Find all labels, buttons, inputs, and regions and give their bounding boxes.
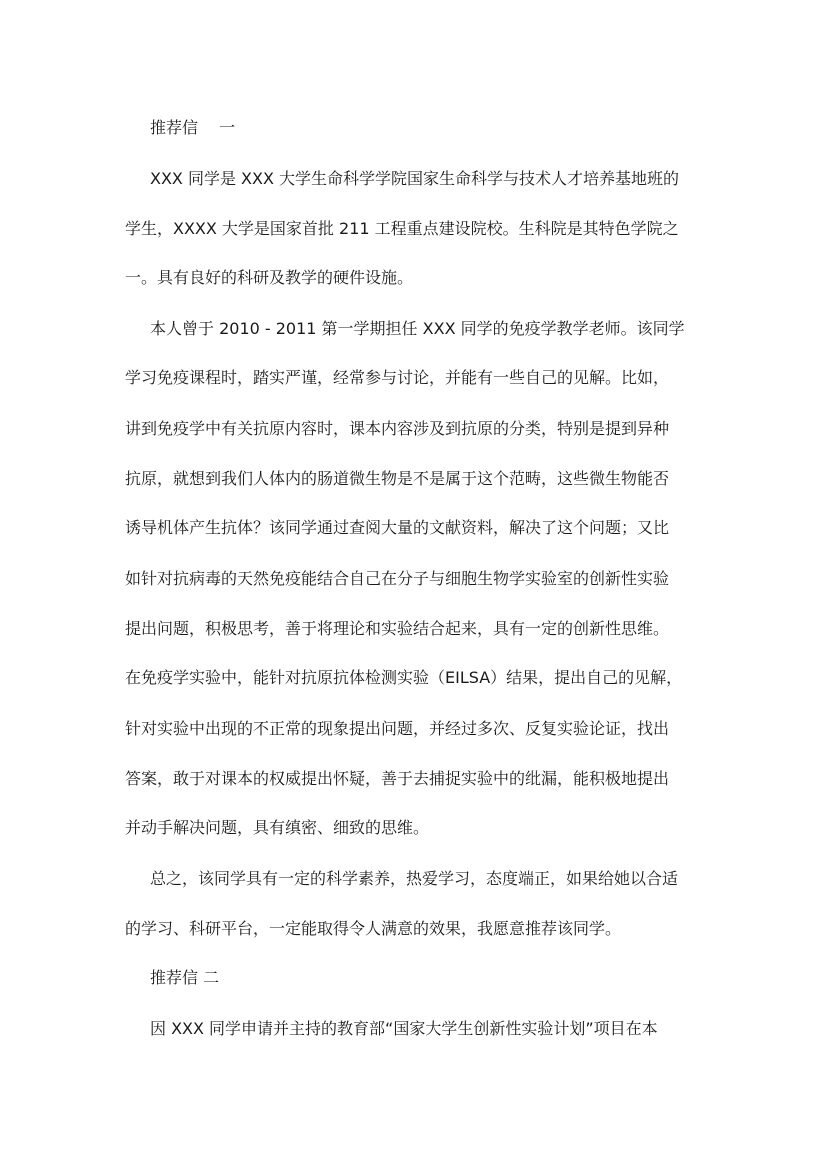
paragraph-2-line-9: 针对实验中出现的不正常的现象提出问题，并经过多次、反复实验论证，找出	[125, 719, 670, 738]
paragraph-2-line-10: 答案，敢于对课本的权威提出怀疑，善于去捕捉实验中的纰漏，能积极地提出	[125, 769, 670, 788]
paragraph-2-line-3: 讲到免疫学中有关抗原内容时，课本内容涉及到抗原的分类，特别是提到异种	[125, 419, 670, 438]
paragraph-2-line-2: 学习免疫课程时，踏实严谨，经常参与讨论，并能有一些自己的见解。比如，	[125, 368, 670, 387]
letter-heading-2: 推荐信 二	[150, 968, 220, 987]
paragraph-2-line-7: 提出问题，积极思考，善于将理论和实验结合起来，具有一定的创新性思维。	[125, 619, 670, 638]
paragraph-2-line-5: 诱导机体产生抗体？该同学通过查阅大量的文献资料，解决了这个问题；又比	[125, 518, 670, 537]
paragraph-2-line-11: 并动手解决问题，具有缜密、细致的思维。	[125, 818, 430, 837]
letter-heading-1: 推荐信 一	[150, 118, 236, 137]
paragraph-1-line-1: XXX 同学是 XXX 大学生命科学学院国家生命科学与技术人才培养基地班的	[150, 169, 680, 188]
paragraph-3-line-2: 的学习、科研平台，一定能取得令人满意的效果，我愿意推荐该同学。	[125, 919, 622, 938]
paragraph-4-line-1: 因 XXX 同学申请并主持的教育部“国家大学生创新性实验计划”项目在本	[150, 1019, 658, 1038]
paragraph-1-line-2: 学生，XXXX 大学是国家首批 211 工程重点建设院校。生科院是其特色学院之	[125, 219, 679, 238]
paragraph-2-line-1: 本人曾于 2010 - 2011 第一学期担任 XXX 同学的免疫学教学老师。该同学	[150, 319, 685, 338]
paragraph-1-line-3: 一。具有良好的科研及教学的硬件设施。	[125, 268, 414, 287]
paragraph-2-line-4: 抗原，就想到我们人体内的肠道微生物是不是属于这个范畴，这些微生物能否	[125, 469, 670, 488]
paragraph-2-line-6: 如针对抗病毒的天然免疫能结合自己在分子与细胞生物学实验室的创新性实验	[125, 569, 670, 588]
paragraph-2-line-8: 在免疫学实验中，能针对抗原抗体检测实验（EILSA）结果，提出自己的见解，	[125, 668, 683, 687]
paragraph-3-line-1: 总之，该同学具有一定的科学素养，热爱学习，态度端正，如果给她以合适	[150, 869, 679, 888]
